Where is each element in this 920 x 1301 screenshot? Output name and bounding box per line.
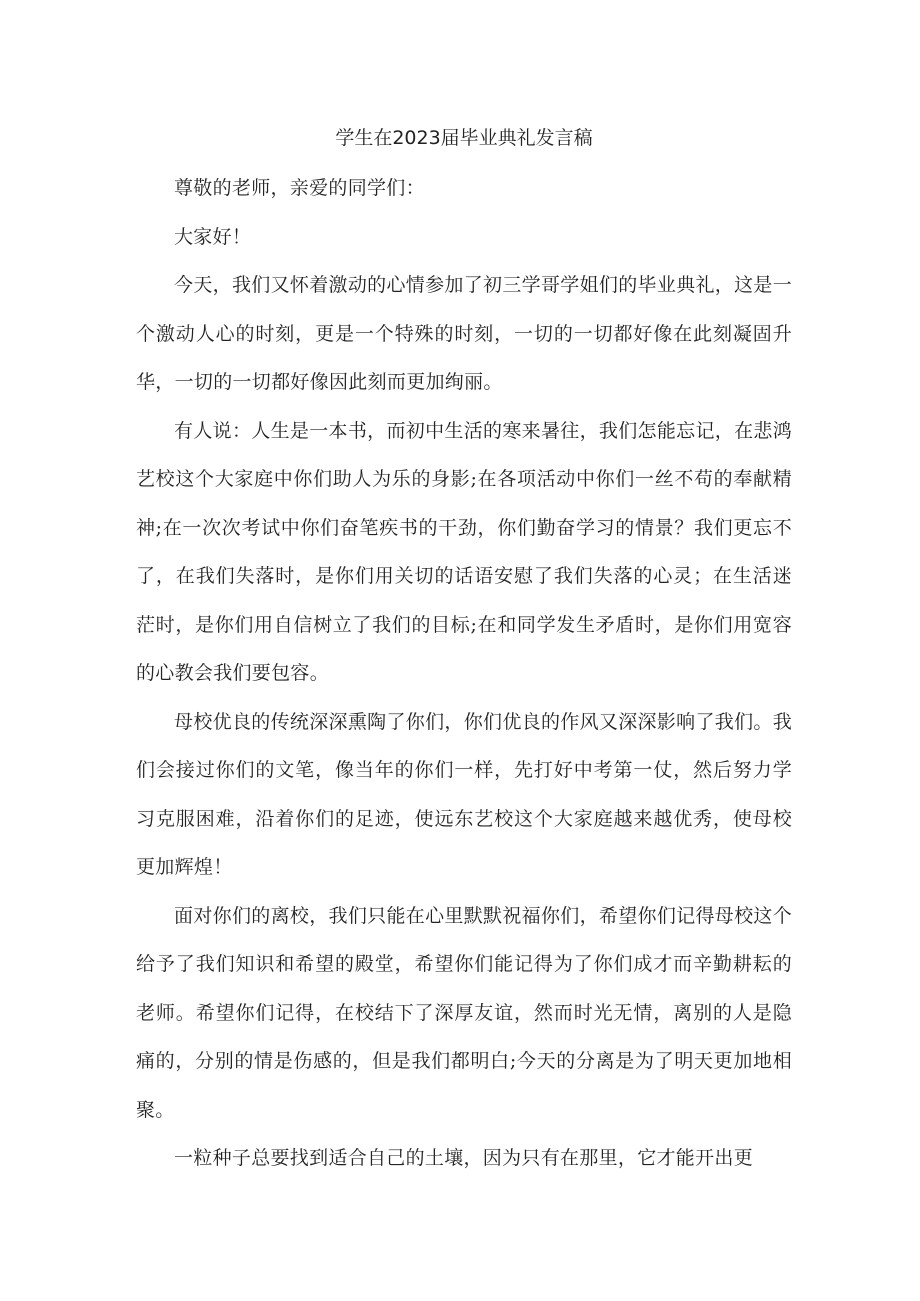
document-title: 学生在2023届毕业典礼发言稿 [335, 127, 593, 149]
paragraph-3: 母校优良的传统深深熏陶了你们，你们优良的作风又深深影响了我们。我们会接过你们的文笔，像当年的你们一样，先打好中考第一仗，然后努力学习克服困难，沿着你们的足迹，使远东艺校这个大家庭越来越优秀，使母校更加辉煌！ [136, 710, 792, 878]
paragraph-2: 有人说：人生是一本书，而初中生活的寒来暑往，我们怎能忘记，在悲鸿艺校这个大家庭中你们助人为乐的身影;在各项活动中你们一丝不苟的奉献精神;在一次次考试中你们奋笔疾书的干劲，你们勤奋学习的情景？我们更忘不了，在我们失落时，是你们用关切的话语安慰了我们失落的心灵；在生活迷茫时，是你们用自信树立了我们的目标;在和同学发生矛盾时，是你们用宽容的心教会我们要包容。 [136, 419, 792, 684]
paragraph-4: 面对你们的离校，我们只能在心里默默祝福你们，希望你们记得母校这个给予了我们知识和希望的殿堂，希望你们能记得为了你们成才而辛勤耕耘的老师。希望你们记得，在校结下了深厚友谊，然而时光无情，离别的人是隐痛的，分别的情是伤感的，但是我们都明白;今天的分离是为了明天更加地相聚。 [136, 904, 792, 1121]
paragraph-5: 一粒种子总要找到适合自己的土壤，因为只有在那里，它才能开出更 [174, 1147, 754, 1169]
paragraph-1: 今天，我们又怀着激动的心情参加了初三学哥学姐们的毕业典礼，这是一个激动人心的时刻，更是一个特殊的时刻，一切的一切都好像在此刻凝固升华，一切的一切都好像因此刻而更加绚丽。 [136, 274, 792, 393]
paragraph-greeting: 大家好！ [174, 225, 252, 248]
paragraph-salutation: 尊敬的老师，亲爱的同学们： [174, 177, 425, 199]
document-page [136, 118, 792, 1183]
